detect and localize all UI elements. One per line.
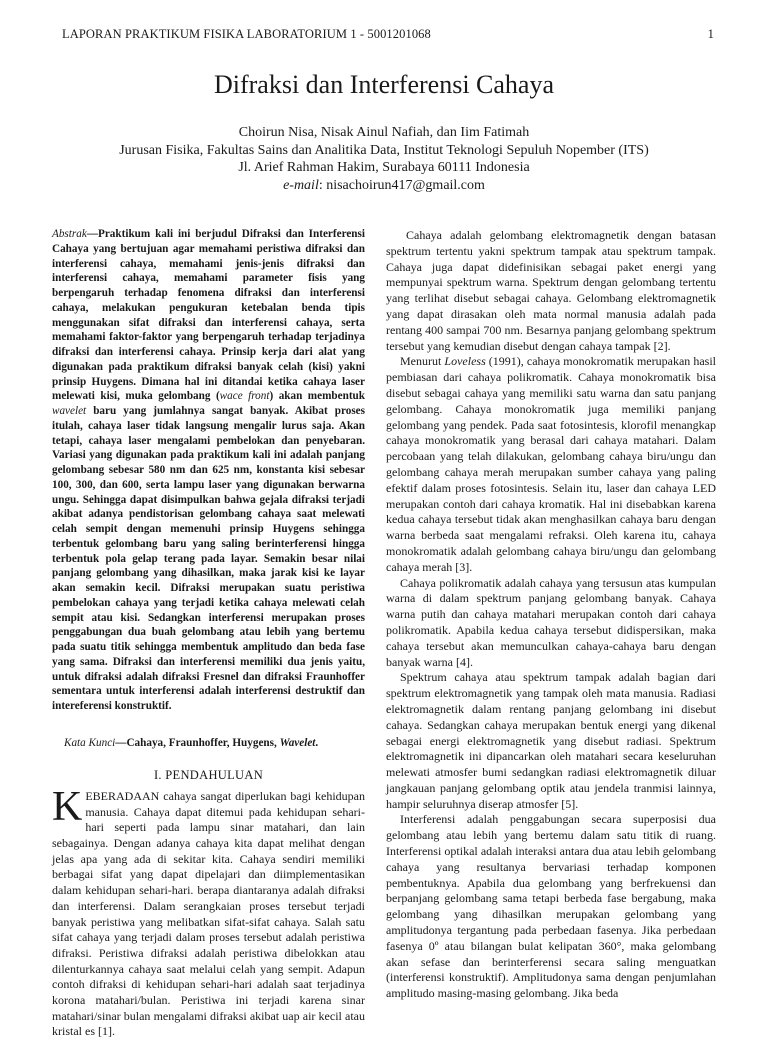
p2-start: Menurut [400, 354, 445, 369]
email-label: e-mail [283, 177, 319, 193]
right-column [386, 228, 716, 1002]
keywords-dash: — [115, 736, 127, 749]
abstract-text-2: ) akan membentuk [269, 390, 365, 403]
keywords-last: Wavelet [279, 736, 316, 749]
p2-author: Loveless [444, 354, 486, 369]
intro-text: cahaya sangat diperlukan bagi kehidupan manusia. Cahaya dapat ditemui pada kehidupan sehari-hari seperti pada lampu sinar matahari, dan lain sebagainya. Dengan adanya cahaya kita dapat melihat dengan jelas apa yang ada di sekitar kita. Cahaya sendiri memiliki berbagai sifat yang dapat dipelajari dan diimplementasikan dalam kehidupan sehari-hari. berapa diantaranya adalah difraksi dan interferensi. Dalam serangkaian proses tersebut terjadi banyak peristiwa yang melibatkan sifat-sifat cahaya. Salah satu sifat cahaya yang terjadi dalam proses tersebut adalah peristiwa difraksi. Peristiwa difraksi adalah peristiwa dibelokkan atau dilenturkannya cahaya saat melalui celah yang sempit. Adapun contoh difraksi di kehidupan sehari-hari adalah saat terjadinya korona matahari/bulan. Peristiwa ini terjadi karena sinar matahari/sinar bulan mengalami difraksi akibat uap air kecil atau kristal es [1]. [52, 788, 365, 1039]
abstract-text-3: baru yang jumlahnya sangat banyak. Akibat proses itulah, cahaya laser tidak langsung mengalir lurus saja. Akan tetapi, cahaya laser mengalami pembelokan dan penyebaran. Variasi yang digunakan pada praktikum kali ini adalah panjang gelombang sebesar 580 nm dan 625 nm, konstanta kisi sebesar 100, 300, dan 600, serta lampu laser yang digunakan berwarna ungu. Sehingga dapat disimpulkan bahwa gejala difraksi terjadi akibat adanya pendistorisan gelombang cahaya saat melewati celah sempit dengan memenuhi prinsip Huygens sehingga terbentuk gelombang baru yang saling berinterferensi hingga terbentuk pola gelap terang pada layar. Semakin besar nilai panjang gelombang yang dihasilkan, maka jarak kisi ke layar akan semakin kecil. Difraksi merupakan suatu peristiwa pembelokan cahaya yang terjadi ketika cahaya melewati celah sempit atau kisi. Sedangkan interferensi merupakan proses penggabungan dua buah gelombang atau lebih yang bertemu pada suatu titik sehingga membentuk amplitudo dan beda fase yang sama. Difraksi dan interferensi memiliki dua jenis yaitu, untuk difraksi adalah difraksi Fresnel dan difraksi Fraunhoffer sementara untuk interferensi adalah interferensi destruktif dan intereferensi konstruktif. [52, 405, 365, 712]
page-number: 1 [707, 27, 714, 41]
paragraph-cahaya: Cahaya adalah gelombang elektromagnetik dengan batasan spektrum tertentu yakni spektrum tampak atau spektrum tampak. Cahaya juga dapat didefinisikan sebagai paket energi yang mempunyai spektrum warna. Spektrum dengan gelombang tertentu yang terlihat disebut sebagai cahaya. Gelombang elektromagnetik yang dapat dirasakan oleh mata normal manusia adalah pada rentang 400 sampai 700 nm. Besarnya panjang gelombang spektrum tersebut yang kemudian disebut dengan cahaya tampak [2]. [386, 228, 716, 353]
email-address: : nisachoirun417@gmail.com [318, 177, 485, 193]
author-email-line [0, 177, 768, 195]
paragraph-spektrum: Spektrum cahaya atau spektrum tampak adalah bagian dari spektrum elektromagnetik yang tampak oleh mata manusia. Radiasi elektromagnetik dalam rentang panjang gelombang ini disebut cahaya. Sedangkan cahaya merupakan bentuk energi yang dikenal sebagai energi elektromagnetik yang disebut radiasi. Spektrum elektromagnetik ini dipancarkan oleh matahari secara keseluruhan melewati atmosfer bumi sedangkan radiasi elektromagnetik diluar jangkauan panjang gelombang optik atau jendela tranmisi lainnya, hampir seluruhnya diserap atmosfer [5]. [386, 670, 716, 811]
paragraph-polikromatik: Cahaya polikromatik adalah cahaya yang tersusun atas kumpulan warna di dalam spektrum panjang gelombang banyak. Cahaya warna putih dan cahaya matahari merupakan contoh dari cahaya polikromatik. Apabila kedua cahaya tersebut didispersikan, maka cahaya tersebut akan memunculkan cahaya-cahaya baru dengan banyak warna [4]. [386, 575, 716, 669]
keywords-end: . [315, 736, 319, 749]
drop-cap: K [52, 783, 83, 830]
running-title: LAPORAN PRAKTIKUM FISIKA LABORATORIUM 1 - 5001201068 [62, 27, 431, 41]
left-column [52, 227, 365, 1040]
abstract-dash: — [86, 228, 98, 240]
paragraph-monokromatik [386, 354, 716, 575]
running-header [62, 27, 714, 42]
introduction-paragraph [52, 783, 365, 1040]
keywords [52, 736, 365, 751]
abstract [52, 227, 365, 714]
paper-title: Difraksi dan Interferensi Cahaya [213, 70, 555, 99]
section-heading-introduction: I. PENDAHULUAN [153, 767, 264, 782]
abstract-wavelet: wavelet [52, 405, 87, 417]
abstract-text-1: Praktikum kali ini berjudul Difraksi dan Interferensi Cahaya yang bertujuan agar memahami peristiwa difraksi dan interferensi cahaya, memahami jenis-jenis difraksi dan interferensi cahaya, memahami parameter fisis yang berpengaruh terhadap fenomena difraksi dan interferensi cahaya, melakukan pengukuran ketebalan benda tipis menggunakan sifat difraksi dan interferensi cahaya, serta memahami faktor-faktor yang berpengaruh terhadap terjadinya difraksi dan interferensi cahaya. Prinsip kerja dari alat yang digunakan pada praktikum difraksi banyak celah (kisi) yakni prinsip Huygens. Dimana hal ini ditandai ketika cahaya laser melewati kisi, muka gelombang ( [52, 228, 365, 403]
paragraph-interferensi: Interferensi adalah penggabungan secara superposisi dua gelombang atau lebih yang bertemu dalam satu titik di ruang. Interferensi optikal adalah interaksi antara dua atau lebih gelombang cahaya yang resultanya bervariasi terhadap komponen pembentuknya. Apabila dua gelombang yang berfrekuensi dan berpanjang gelombang sama tetapi berbeda fase bergabung, maka gelombang yang dihasilkan merupakan gelombang yang amplitudonya tergantung pada perbedaan fasenya. Jika perbedaan fasenya 0º atau bilangan bulat kelipatan 360°, maka gelombang akan sefase dan berinterferensi secara saling menguatkan (interferensi konstruktif). Amplitudonya sama dengan penjumlahan amplitudo masing-masing gelombang. Jika beda [386, 812, 716, 1001]
keywords-label: Kata Kunci [64, 736, 116, 749]
p2-rest: (1991), cahaya monokromatik merupakan hasil pembiasan dari cahaya polikromatik. Cahaya monokromatik bisa disebut sebagai cahaya yang memiliki satu warna dan satu panjang gelombang. Cahaya monokromatik juga memiliki panjang gelombang yang pendek. Pada saat fotosintesis, klorofil menangkap cahaya monokromatik yang berasal dari cahaya matahari. Dalam percobaan yang telah dilakukan, gelombang cahaya biru/ungu dan gelombang cahaya merah merupakan sumber cahaya yang paling efektif dalam proses fotosintesis. Selain itu, laser dan cahaya LED merupakan contoh dari cahaya kromatik. Hal ini disebabkan karena kedua cahaya tersebut tidak akan menghasilkan cahaya baru dengan warna berbeda saat mengalami refraksi. Oleh karena itu, cahaya monokromatik adalah gelombang cahaya biru/ungu dan gelombang cahaya merah [3]. [386, 354, 717, 574]
author-names: Choirun Nisa, Nisak Ainul Nafiah, dan Iim Fatimah [238, 125, 530, 140]
intro-smallcaps: EBERADAAN [85, 788, 160, 803]
author-address: Jl. Arief Rahman Hakim, Surabaya 60111 Indonesia [238, 160, 530, 175]
abstract-wave-front: wace front [219, 390, 270, 403]
author-affiliation: Jurusan Fisika, Fakultas Sains dan Analitika Data, Institut Teknologi Sepuluh Nopember (ITS) [119, 142, 649, 158]
keywords-text: Cahaya, Fraunhoffer, Huygens, [126, 736, 280, 749]
author-block [0, 124, 768, 194]
abstract-label: Abstrak [52, 228, 87, 240]
